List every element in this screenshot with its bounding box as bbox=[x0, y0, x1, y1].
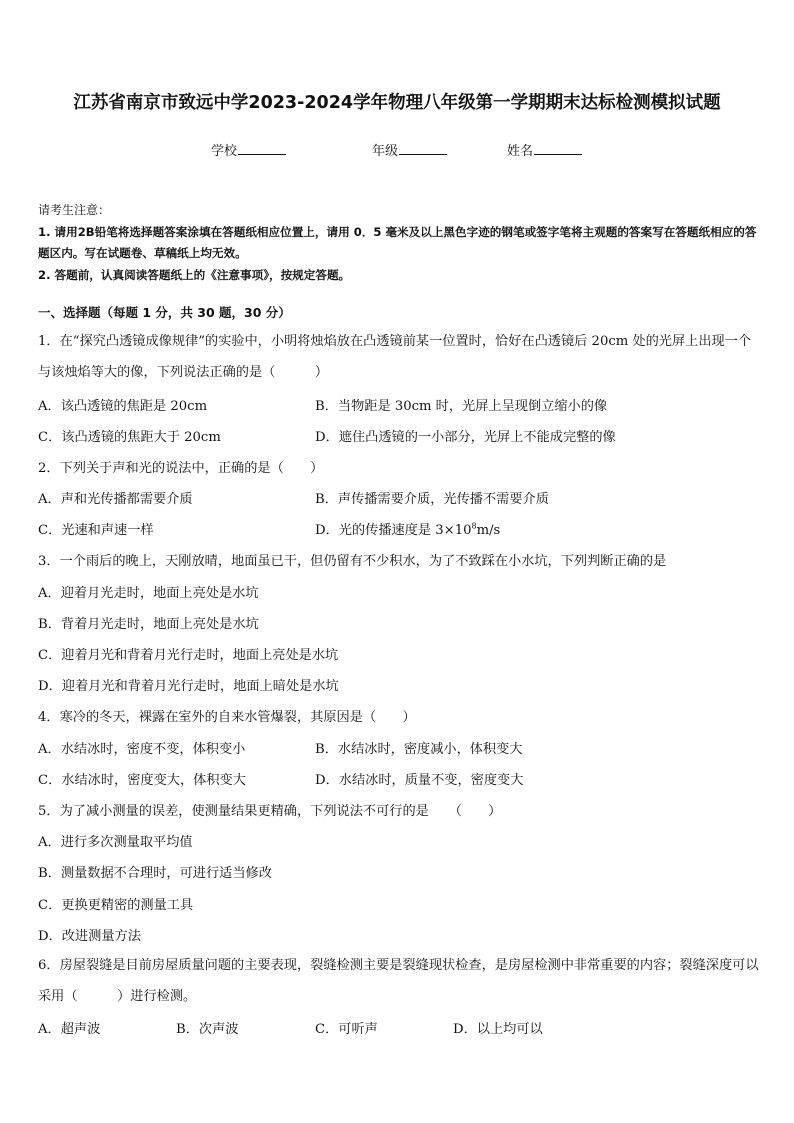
student-info-row bbox=[0, 140, 794, 160]
q2-option-b: B．声传播需要介质，光传播不需要介质 bbox=[315, 492, 549, 507]
q5-option-d: D．改进测量方法 bbox=[38, 929, 141, 944]
exam-title: 江苏省南京市致远中学2023-2024学年物理八年级第一学期期末达标检测模拟试题 bbox=[73, 93, 721, 113]
q2-option-d bbox=[315, 519, 500, 538]
q5-option-b: B．测量数据不合理时，可进行适当修改 bbox=[38, 866, 272, 881]
name-label: 姓名 bbox=[507, 144, 534, 159]
q3-option-c: C．迎着月光和背着月光行走时，地面上亮处是水坑 bbox=[38, 648, 339, 663]
notice-heading: 请考生注意： bbox=[38, 203, 111, 217]
notice-item: 2. 答题前，认真阅读答题纸上的《注意事项》，按规定答题。 bbox=[38, 267, 351, 282]
question-4-stem: 4．寒冷的冬天，裸露在室外的自来水管爆裂，其原因是（ ） bbox=[38, 710, 416, 725]
q4-option-a: A．水结冰时，密度不变，体积变小 bbox=[38, 742, 246, 757]
q6-option-d: D．以上均可以 bbox=[453, 1022, 543, 1037]
grade-label: 年级 bbox=[372, 144, 399, 159]
q1-option-d: D．遮住凸透镜的一小部分，光屏上不能成完整的像 bbox=[315, 430, 616, 445]
q5-option-a: A．进行多次测量取平均值 bbox=[38, 835, 193, 850]
q1-option-a: A．该凸透镜的焦距是 20cm bbox=[38, 399, 208, 414]
name-blank bbox=[534, 141, 582, 155]
q2-d-unit: m/s bbox=[476, 523, 501, 538]
school-label: 学校 bbox=[211, 144, 238, 159]
question-2-stem: 2．下列关于声和光的说法中，正确的是（ ） bbox=[38, 461, 324, 476]
q2-option-c: C．光速和声速一样 bbox=[38, 523, 154, 538]
question-6-stem: 6．房屋裂缝是目前房屋质量问题的主要表现，裂缝检测主要是裂缝现状检查，是房屋检测中非常重要的内容；裂缝深度可以采用（ ）进行检测。 bbox=[38, 958, 759, 1004]
question-3-stem: 3．一个雨后的晚上，天刚放晴，地面虽已干，但仍留有不少积水，为了不致踩在小水坑，下列判断正确的是 bbox=[38, 554, 667, 569]
q2-option-a: A．声和光传播都需要介质 bbox=[38, 492, 193, 507]
grade-field bbox=[372, 140, 447, 159]
q4-option-d: D．水结冰时，质量不变，密度变大 bbox=[315, 773, 524, 788]
q3-option-a: A．迎着月光走时，地面上亮处是水坑 bbox=[38, 586, 259, 601]
notice-item: 1. 请用2B铅笔将选择题答案涂填在答题纸相应位置上，请用 0．5 毫米及以上黑色字迹的钢笔或签字笔将主观题的答案写在答题纸相应的答题区内。写在试题卷、草稿纸上均无效。 bbox=[38, 224, 757, 260]
school-blank bbox=[238, 141, 286, 155]
question-5-stem: 5．为了减小测量的误差，使测量结果更精确，下列说法不可行的是 （ ） bbox=[38, 804, 502, 819]
section-heading: 一、选择题（每题 1 分，共 30 题，30 分） bbox=[38, 305, 291, 320]
q4-option-b: B．水结冰时，密度减小，体积变大 bbox=[315, 742, 523, 757]
notice-block bbox=[38, 200, 760, 286]
name-field bbox=[507, 140, 582, 159]
question-1-stem: 1．在“探究凸透镜成像规律”的实验中，小明将烛焰放在凸透镜前某一位置时，恰好在凸透镜后 20cm 处的光屏上出现一个与该烛焰等大的像，下列说法正确的是（ ） bbox=[38, 334, 752, 380]
q4-option-c: C．水结冰时，密度变大，体积变大 bbox=[38, 773, 246, 788]
q6-option-b: B．次声波 bbox=[176, 1022, 239, 1037]
q2-d-exponent: 8 bbox=[471, 521, 477, 531]
q3-option-d: D．迎着月光和背着月光行走时，地面上暗处是水坑 bbox=[38, 679, 339, 694]
q3-option-b: B．背着月光走时，地面上亮处是水坑 bbox=[38, 617, 259, 632]
q1-option-c: C．该凸透镜的焦距大于 20cm bbox=[38, 430, 221, 445]
q5-option-c: C．更换更精密的测量工具 bbox=[38, 898, 194, 913]
q6-option-a: A．超声波 bbox=[38, 1022, 101, 1037]
q1-option-b: B．当物距是 30cm 时，光屏上呈现倒立缩小的像 bbox=[315, 399, 608, 414]
q6-option-c: C．可听声 bbox=[315, 1022, 378, 1037]
grade-blank bbox=[399, 141, 447, 155]
q2-d-text: D．光的传播速度是 3×10 bbox=[315, 523, 472, 538]
school-field bbox=[211, 140, 286, 159]
